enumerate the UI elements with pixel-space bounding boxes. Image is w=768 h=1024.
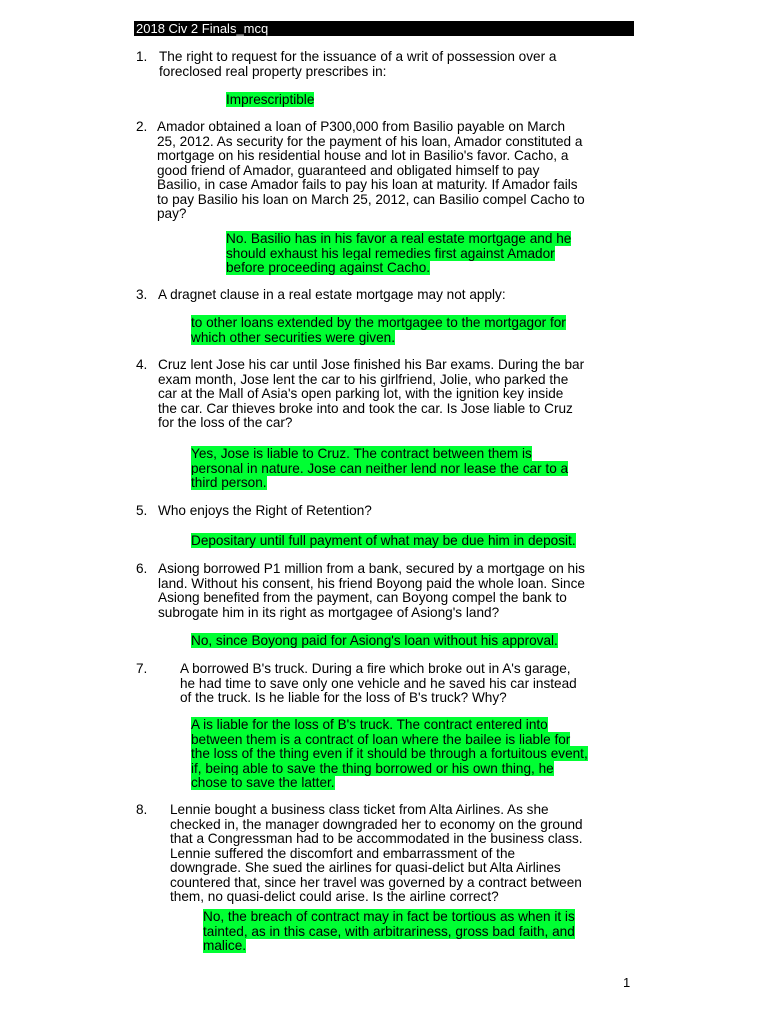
question-number: 5.: [136, 503, 148, 518]
document-header: [134, 21, 634, 36]
question-text: The right to request for the issuance of a writ of possession over a foreclosed real property prescribes in:: [159, 49, 557, 79]
question-text: A dragnet clause in a real estate mortgage may not apply:: [158, 287, 506, 302]
question-text: Amador obtained a loan of P300,000 from Basilio payable on March 25, 2012. As security for the payment of his loan, Amador constituted a mortgage on his residential house and lot in Basilio's favor. Cacho, a good friend of Amador, guaranteed and obligated himself to pay Basilio, in case Amador fails to pay his loan at maturity. If Amador fails to pay Basilio his loan on March 25, 2012, can Basilio compel Cacho to pay?: [157, 119, 585, 221]
question-number: 1.: [136, 49, 148, 64]
page-number: 1: [623, 975, 631, 990]
answer-4: Yes, Jose is liable to Cruz. The contract between them is personal in nature. Jose can neither lend nor lease the car to a third person.: [191, 446, 569, 490]
answer-8: No, the breach of contract may in fact be tortious as when it is tainted, as in this case, with arbitrariness, gross bad faith, and malice.: [203, 909, 575, 953]
answer-7: A is liable for the loss of B's truck. The contract entered into between them is a contract of loan where the bailee is liable for the loss of the thing even if it should be through a fortuitous event, if, being able to save the thing borrowed or his own thing, he chose to save the latter.: [191, 717, 588, 790]
question-number: 3.: [136, 287, 148, 302]
answer-1: Imprescriptible: [226, 92, 315, 107]
question-number: 7.: [136, 661, 148, 676]
question-text: Lennie bought a business class ticket from Alta Airlines. As she checked in, the manager downgraded her to economy on the ground that a Congressman had to be accommodated in the business class. Lennie suffered the discomfort and embarrassment of the downgrade. She sued the airlines for quasi-delict but Alta Airlines countered that, since her travel was governed by a contract between them, no quasi-delict could arise. Is the airline correct?: [170, 802, 583, 904]
answer-6: No, since Boyong paid for Asiong's loan without his approval.: [191, 633, 558, 648]
question-number: 2.: [136, 119, 148, 134]
document-title: 2018 Civ 2 Finals_mcq: [136, 21, 269, 36]
question-text: Who enjoys the Right of Retention?: [158, 503, 372, 518]
question-number: 6.: [136, 561, 148, 576]
question-number: 8.: [136, 802, 148, 817]
question-number: 4.: [136, 357, 148, 372]
answer-3: to other loans extended by the mortgagee to the mortgagor for which other securities were given.: [191, 315, 566, 345]
answer-2: No. Basilio has in his favor a real estate mortgage and he should exhaust his legal remedies first against Amador before proceeding against Cacho.: [226, 231, 572, 275]
answer-5: Depositary until full payment of what may be due him in deposit.: [191, 533, 576, 548]
question-text: Cruz lent Jose his car until Jose finished his Bar exams. During the bar exam month, Jose lent the car to his girlfriend, Jolie, who parked the car at the Mall of Asia's open parking lot, with the ignition key inside the car. Car thieves broke into and took the car. Is Jose liable to Cruz for the loss of the car?: [158, 357, 585, 430]
question-text: A borrowed B's truck. During a fire which broke out in A's garage, he had time to save only one vehicle and he saved his car instead of the truck. Is he liable for the loss of B's truck? Why?: [180, 661, 577, 705]
question-text: Asiong borrowed P1 million from a bank, secured by a mortgage on his land. Without his consent, his friend Boyong paid the whole loan. Since Asiong benefited from the payment, can Boyong compel the bank to subrogate him in its right as mortgagee of Asiong's land?: [158, 561, 585, 620]
